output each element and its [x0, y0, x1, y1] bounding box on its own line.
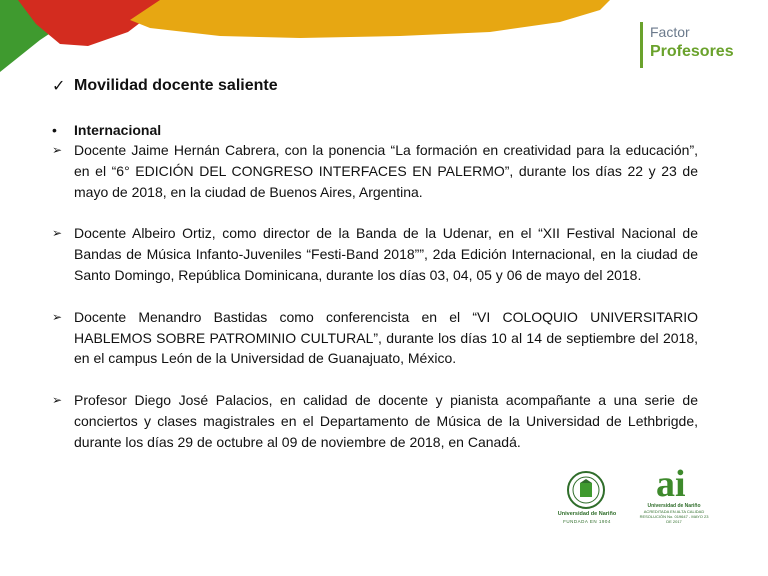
universidad-narino-logo: [550, 470, 624, 526]
section-label: Internacional: [74, 122, 162, 138]
list-item: [52, 390, 698, 452]
list-item: [52, 223, 698, 285]
slide-content: [52, 74, 698, 453]
university-seal-icon: [564, 470, 608, 510]
bullet-icon: •: [52, 122, 57, 138]
udenar-founded: FUNDADA EN 1904: [563, 519, 611, 524]
section-row: [52, 120, 698, 140]
list-item-text: Docente Jaime Hernán Cabrera, con la ponencia “La formación en creatividad para la educación”, en el “6° EDICIÓN DEL CONGRESO INTERFACES EN PALERMO”, durante los días 22 y 23 de mayo de 2018, en la ciudad de Buenos Aires, Argentina.: [74, 142, 698, 200]
heading-text: Movilidad docente saliente: [74, 77, 278, 94]
brand-line1: Factor: [650, 24, 690, 40]
udenar-name: Universidad de Nariño: [557, 511, 617, 517]
alta-calidad-logo: [638, 465, 710, 525]
list-item: [52, 140, 698, 202]
heading-row: [52, 74, 698, 98]
list-item-text: Docente Menandro Bastidas como conferencista en el “VI COLOQUIO UNIVERSITARIO HABLEMOS SOBRE PATROMINIO CULTURAL”, durante los días 10 al 14 de septiembre del 2018, en el campus León de la Universidad de Guanajuato, México.: [74, 308, 698, 367]
list-item: [52, 307, 698, 369]
ai-line-b: ACREDITADA EN ALTA CALIDAD: [643, 509, 705, 514]
brand-line2: Profesores: [650, 43, 734, 60]
arrow-bullet-icon: ➢: [52, 226, 63, 241]
ai-line-a: Universidad de Nariño: [647, 503, 701, 509]
arrow-bullet-icon: ➢: [52, 393, 63, 408]
ai-letters: ai: [656, 463, 686, 505]
checkmark-icon: ✓: [52, 78, 66, 95]
arrow-bullet-icon: ➢: [52, 143, 63, 157]
yellow-shape: [130, 0, 610, 38]
list-item-text: Profesor Diego José Palacios, en calidad de docente y pianista acompañante a una serie de conciertos y clases magistrales en el Departamento de Música de la Universidad de Lethbrigde, durante los días 29 de octubre al 09 de noviembre de 2018, en Canadá.: [74, 392, 698, 450]
brand-divider: [640, 22, 643, 68]
list-item-text: Docente Albeiro Ortiz, como director de la Banda de la Udenar, en el “XII Festival Nacional de Bandas de Música Infanto-Juveniles “Festi-Band 2018””, 2da Edición Internacional, en la ciudad de Santo Domingo, República Dominicana, durante los días 03, 04, 05 y 06 de mayo del 2018.: [74, 225, 698, 283]
factor-profesores-brand: [640, 22, 750, 68]
ai-line-c: RESOLUCIÓN No. 019647 - MAYO 23 DE 2017: [639, 514, 709, 524]
arrow-bullet-icon: ➢: [52, 309, 63, 324]
